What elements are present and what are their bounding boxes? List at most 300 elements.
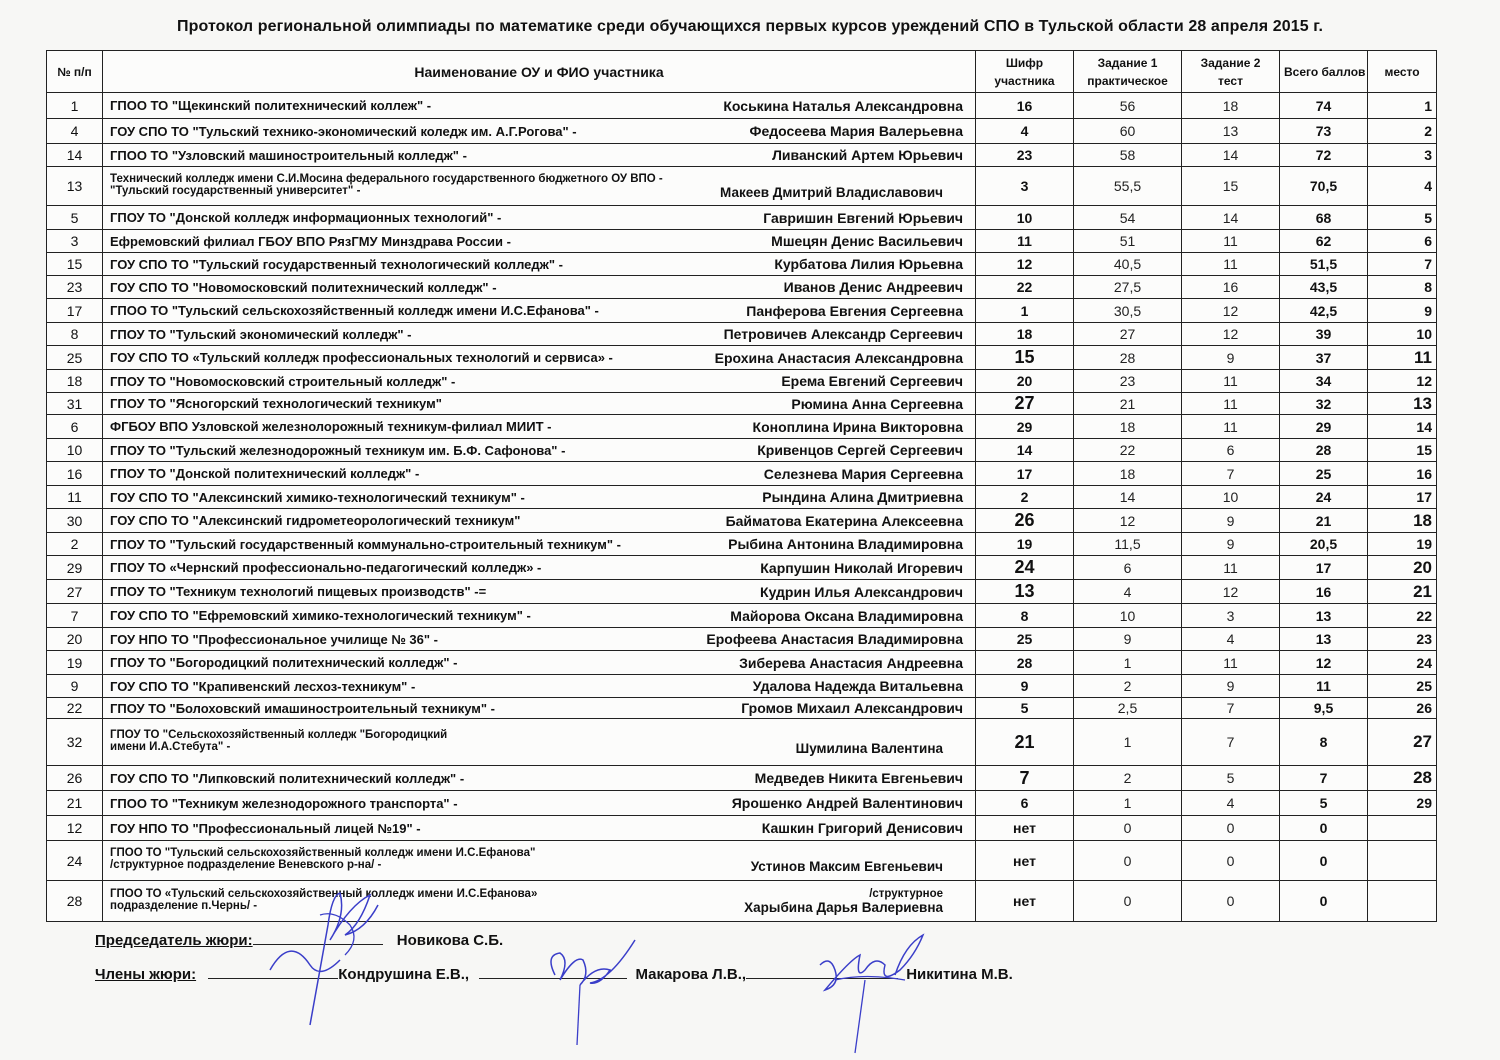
- org-name: ГПОУ ТО "Техникум технологий пищевых производств" -=: [110, 584, 487, 599]
- task2-score: 15: [1182, 167, 1280, 206]
- row-number: 19: [47, 651, 103, 675]
- participant-cipher: 12: [976, 253, 1074, 276]
- task1-score: 12: [1074, 509, 1182, 533]
- table-row: [47, 253, 1437, 276]
- header-total: Всего баллов: [1280, 51, 1368, 93]
- row-number: 25: [47, 346, 103, 370]
- participant-name: Рюмина Анна Сергеевна: [791, 395, 963, 412]
- header-name: Наименование ОУ и ФИО участника: [103, 51, 976, 93]
- task2-score: 14: [1182, 206, 1280, 230]
- task1-score: 27,5: [1074, 276, 1182, 299]
- task2-score: 11: [1182, 393, 1280, 415]
- participant-cipher: 24: [976, 556, 1074, 580]
- row-number: 12: [47, 816, 103, 841]
- task2-score: 11: [1182, 370, 1280, 393]
- participant-cipher: 11: [976, 230, 1074, 253]
- org-person-cell: [103, 486, 976, 509]
- org-person-cell: [103, 580, 976, 604]
- table-row: [47, 719, 1437, 766]
- total-score: 12: [1280, 651, 1368, 675]
- participant-name: Байматова Екатерина Алексеевна: [725, 512, 963, 529]
- task2-score: 0: [1182, 881, 1280, 922]
- task1-score: 18: [1074, 415, 1182, 439]
- org-name: ГПОУ ТО "Ясногорский технологический техникум": [110, 396, 442, 411]
- total-score: 20,5: [1280, 533, 1368, 556]
- row-number: 6: [47, 415, 103, 439]
- task1-score: 23: [1074, 370, 1182, 393]
- task1-score: 2,5: [1074, 698, 1182, 719]
- chair-signature-icon: [250, 885, 390, 1040]
- org-name: ГПОУ ТО "Болоховский имашиностроительный техникум" -: [110, 700, 495, 716]
- place: 24: [1368, 651, 1437, 675]
- participant-cipher: нет: [976, 816, 1074, 841]
- participant-cipher: 28: [976, 651, 1074, 675]
- table-row: [47, 675, 1437, 698]
- participant-cipher: 7: [976, 766, 1074, 791]
- place: 16: [1368, 462, 1437, 486]
- row-number: 1: [47, 93, 103, 119]
- task1-score: 40,5: [1074, 253, 1182, 276]
- task2-score: 11: [1182, 415, 1280, 439]
- table-row: [47, 276, 1437, 299]
- org-name: ГПОО ТО "Щекинский политехнический коллеж" -: [110, 98, 432, 113]
- header-cipher: [976, 51, 1074, 93]
- org-name: ГПОУ ТО "Тульский государственный коммунально-строительный техникум" -: [110, 536, 621, 552]
- total-score: 51,5: [1280, 253, 1368, 276]
- participant-name: Макеев Дмитрий Владиславович: [720, 184, 943, 200]
- task2-score: 3: [1182, 604, 1280, 628]
- org-name: Ефремовский филиал ГБОУ ВПО РязГМУ Минздрава России -: [110, 233, 511, 249]
- org-name: ГПОУ ТО "Донской колледж информационных технологий" -: [110, 210, 502, 225]
- task1-score: 0: [1074, 816, 1182, 841]
- org-person-cell: [103, 144, 976, 167]
- task1-score: 4: [1074, 580, 1182, 604]
- org-name: ГОУ СПО ТО "Ефремовский химико-технологический техникум" -: [110, 608, 531, 623]
- task1-score: 2: [1074, 766, 1182, 791]
- org-name-line2: "Тульский государственный университет" -: [110, 184, 361, 197]
- org-name: ГОУ СПО ТО "Липковский политехнический колледж" -: [110, 770, 465, 786]
- participant-cipher: 14: [976, 439, 1074, 462]
- task1-score: 51: [1074, 230, 1182, 253]
- place: 17: [1368, 486, 1437, 509]
- org-name: ГПОО ТО "Узловский машиностроительный колледж" -: [110, 147, 467, 163]
- table-row: [47, 323, 1437, 346]
- participant-cipher: нет: [976, 841, 1074, 881]
- participant-name: Ерема Евгений Сергеевич: [781, 373, 963, 389]
- participant-cipher: 4: [976, 119, 1074, 144]
- participant-name: Рындина Алина Дмитриевна: [762, 489, 963, 505]
- participant-name: Петровичев Александр Сергеевич: [723, 326, 963, 342]
- place: 15: [1368, 439, 1437, 462]
- row-number: 31: [47, 393, 103, 415]
- total-score: 62: [1280, 230, 1368, 253]
- task2-score: 12: [1182, 580, 1280, 604]
- participant-cipher: 2: [976, 486, 1074, 509]
- org-person-cell: [103, 698, 976, 719]
- org-person-cell: [103, 841, 976, 881]
- org-name: ГОУ СПО ТО "Крапивенский лесхоз-техникум" -: [110, 678, 416, 694]
- participant-name: Иванов Денис Андреевич: [783, 279, 963, 295]
- participant-name: Шумилина Валентина: [795, 740, 943, 756]
- org-person-cell: [103, 462, 976, 486]
- org-person-cell: [103, 719, 976, 766]
- total-score: 8: [1280, 719, 1368, 766]
- place: 12: [1368, 370, 1437, 393]
- task2-score: 11: [1182, 253, 1280, 276]
- total-score: 37: [1280, 346, 1368, 370]
- org-name: ГПОО ТО "Тульский сельскохозяйственный колледж имени И.С.Ефанова" -: [110, 303, 599, 318]
- org-name: ГОУ НПО ТО "Профессиональное училище № 36" -: [110, 631, 438, 647]
- participant-name: Кашкин Григорий Денисович: [761, 820, 963, 836]
- place: 19: [1368, 533, 1437, 556]
- table-row: [47, 698, 1437, 719]
- task2-score: 7: [1182, 698, 1280, 719]
- total-score: 34: [1280, 370, 1368, 393]
- header-task1-line2: практическое: [1087, 73, 1168, 88]
- row-number: 4: [47, 119, 103, 144]
- place: 9: [1368, 299, 1437, 323]
- table-row: [47, 556, 1437, 580]
- participant-cipher: 3: [976, 167, 1074, 206]
- org-person-cell: [103, 370, 976, 393]
- member2-signature-icon: [535, 935, 645, 1050]
- table-row: [47, 509, 1437, 533]
- table-row: [47, 604, 1437, 628]
- task2-score: 12: [1182, 299, 1280, 323]
- member2-name: Макарова Л.В.,: [635, 966, 747, 983]
- participant-cipher: 27: [976, 393, 1074, 415]
- task2-score: 14: [1182, 144, 1280, 167]
- org-person-cell: [103, 791, 976, 816]
- org-person-cell: [103, 604, 976, 628]
- task2-score: 11: [1182, 651, 1280, 675]
- table-row: [47, 230, 1437, 253]
- task2-score: 7: [1182, 719, 1280, 766]
- total-score: 68: [1280, 206, 1368, 230]
- org-person-cell: [103, 881, 976, 922]
- task1-score: 9: [1074, 628, 1182, 651]
- table-row: [47, 439, 1437, 462]
- header-no: № п/п: [47, 51, 103, 93]
- total-score: 13: [1280, 604, 1368, 628]
- header-cipher-line1: Шифр: [1005, 55, 1044, 70]
- participant-cipher: 10: [976, 206, 1074, 230]
- row-number: 26: [47, 766, 103, 791]
- participant-name: Ерохина Анастасия Александровна: [714, 349, 963, 366]
- place: 3: [1368, 144, 1437, 167]
- task1-score: 54: [1074, 206, 1182, 230]
- table-row: [47, 299, 1437, 323]
- participant-name: Карпушин Николай Игоревич: [760, 559, 963, 576]
- task2-score: 6: [1182, 439, 1280, 462]
- place: 8: [1368, 276, 1437, 299]
- member1-name: Кондрушина Е.В.,: [338, 966, 470, 983]
- header-task2-line1: Задание 2: [1200, 55, 1261, 70]
- place: 18: [1368, 509, 1437, 533]
- header-task2: [1182, 51, 1280, 93]
- row-number: 28: [47, 881, 103, 922]
- task1-score: 30,5: [1074, 299, 1182, 323]
- place: 5: [1368, 206, 1437, 230]
- participant-cipher: 23: [976, 144, 1074, 167]
- org-name-line1-right: /структурное: [869, 887, 943, 900]
- table-row: [47, 167, 1437, 206]
- participant-name: Курбатова Лилия Юрьевна: [774, 256, 963, 272]
- place: 23: [1368, 628, 1437, 651]
- org-person-cell: [103, 675, 976, 698]
- org-name: ГОУ СПО ТО «Тульский колледж профессиональных технологий и сервиса» -: [110, 350, 613, 365]
- task2-score: 11: [1182, 230, 1280, 253]
- participant-cipher: 5: [976, 698, 1074, 719]
- org-person-cell: [103, 93, 976, 119]
- total-score: 11: [1280, 675, 1368, 698]
- participant-cipher: 29: [976, 415, 1074, 439]
- task1-score: 28: [1074, 346, 1182, 370]
- total-score: 29: [1280, 415, 1368, 439]
- row-number: 23: [47, 276, 103, 299]
- total-score: 9,5: [1280, 698, 1368, 719]
- row-number: 32: [47, 719, 103, 766]
- task1-score: 11,5: [1074, 533, 1182, 556]
- org-person-cell: [103, 346, 976, 370]
- row-number: 10: [47, 439, 103, 462]
- total-score: 43,5: [1280, 276, 1368, 299]
- total-score: 73: [1280, 119, 1368, 144]
- row-number: 24: [47, 841, 103, 881]
- task1-score: 1: [1074, 719, 1182, 766]
- participant-cipher: 16: [976, 93, 1074, 119]
- place: 13: [1368, 393, 1437, 415]
- org-person-cell: [103, 393, 976, 415]
- task2-score: 11: [1182, 556, 1280, 580]
- org-person-cell: [103, 323, 976, 346]
- org-person-cell: [103, 253, 976, 276]
- table-header-row: [47, 51, 1437, 93]
- participant-name: Коськина Наталья Александровна: [723, 97, 963, 114]
- row-number: 13: [47, 167, 103, 206]
- org-name-line2: /структурное подразделение Веневского р-на/ -: [110, 859, 382, 871]
- task1-score: 27: [1074, 323, 1182, 346]
- place: 11: [1368, 346, 1437, 370]
- total-score: 25: [1280, 462, 1368, 486]
- row-number: 16: [47, 462, 103, 486]
- total-score: 42,5: [1280, 299, 1368, 323]
- table-row: [47, 791, 1437, 816]
- task2-score: 10: [1182, 486, 1280, 509]
- task1-score: 0: [1074, 881, 1182, 922]
- task2-score: 12: [1182, 323, 1280, 346]
- task1-score: 21: [1074, 393, 1182, 415]
- org-name: ГПОО ТО "Техникум железнодорожного транспорта" -: [110, 795, 458, 811]
- header-task2-line2: тест: [1218, 73, 1243, 88]
- table-row: [47, 93, 1437, 119]
- table-row: [47, 651, 1437, 675]
- place: 22: [1368, 604, 1437, 628]
- row-number: 5: [47, 206, 103, 230]
- org-name-line1: Технический колледж имени С.И.Мосина федерального государственного бюджетного ОУ ВПО -: [110, 172, 663, 185]
- document-title: Протокол региональной олимпиады по математике среди обучающихся первых курсов уреждений СПО в Тульской области 28 апреля 2015 г.: [177, 18, 1323, 35]
- task1-score: 0: [1074, 841, 1182, 881]
- chair-label: Председатель жюри:: [95, 932, 253, 949]
- row-number: 21: [47, 791, 103, 816]
- task1-score: 1: [1074, 791, 1182, 816]
- row-number: 2: [47, 533, 103, 556]
- org-name-line1: ГПОО ТО «Тульский сельскохозяйственный колледж имени И.С.Ефанова»: [110, 887, 538, 900]
- org-person-cell: [103, 628, 976, 651]
- participant-cipher: нет: [976, 881, 1074, 922]
- place: 4: [1368, 167, 1437, 206]
- place: 20: [1368, 556, 1437, 580]
- total-score: 17: [1280, 556, 1368, 580]
- place: 7: [1368, 253, 1437, 276]
- participant-cipher: 15: [976, 346, 1074, 370]
- participant-name: Кривенцов Сергей Сергеевич: [757, 442, 963, 458]
- org-name-line2: подразделение п.Чернь/ -: [110, 899, 258, 912]
- participant-name: Рыбина Антонина Владимировна: [728, 536, 963, 552]
- table-row: [47, 462, 1437, 486]
- task1-score: 1: [1074, 651, 1182, 675]
- chair-name: Новикова С.Б.: [396, 932, 504, 949]
- participant-cipher: 19: [976, 533, 1074, 556]
- table-body: [47, 93, 1437, 922]
- row-number: 27: [47, 580, 103, 604]
- results-table: [46, 50, 1437, 922]
- total-score: 0: [1280, 816, 1368, 841]
- total-score: 72: [1280, 144, 1368, 167]
- total-score: 0: [1280, 841, 1368, 881]
- total-score: 70,5: [1280, 167, 1368, 206]
- participant-cipher: 1: [976, 299, 1074, 323]
- table-row: [47, 346, 1437, 370]
- task2-score: 13: [1182, 119, 1280, 144]
- task2-score: 18: [1182, 93, 1280, 119]
- row-number: 14: [47, 144, 103, 167]
- task2-score: 4: [1182, 791, 1280, 816]
- place: 1: [1368, 93, 1437, 119]
- row-number: 8: [47, 323, 103, 346]
- place: [1368, 816, 1437, 841]
- place: 25: [1368, 675, 1437, 698]
- header-cipher-line2: участника: [994, 73, 1055, 88]
- task2-score: 0: [1182, 841, 1280, 881]
- row-number: 17: [47, 299, 103, 323]
- org-person-cell: [103, 509, 976, 533]
- place: 27: [1368, 719, 1437, 766]
- header-task1-line1: Задание 1: [1097, 55, 1158, 70]
- table-row: [47, 580, 1437, 604]
- row-number: 3: [47, 230, 103, 253]
- participant-cipher: 17: [976, 462, 1074, 486]
- org-person-cell: [103, 533, 976, 556]
- participant-name: Устинов Максим Евгеньевич: [750, 859, 943, 874]
- header-task1: [1074, 51, 1182, 93]
- table-row: [47, 816, 1437, 841]
- row-number: 29: [47, 556, 103, 580]
- participant-cipher: 20: [976, 370, 1074, 393]
- total-score: 28: [1280, 439, 1368, 462]
- org-person-cell: [103, 119, 976, 144]
- org-name: ГОУ СПО ТО "Алексинский гидрометеорологический техникум": [110, 513, 521, 528]
- org-person-cell: [103, 299, 976, 323]
- org-person-cell: [103, 167, 976, 206]
- participant-name: Панферова Евгения Сергеевна: [746, 302, 963, 319]
- org-person-cell: [103, 206, 976, 230]
- org-name: ГОУ СПО ТО "Алексинский химико-технологический техникум" -: [110, 489, 525, 505]
- table-row: [47, 841, 1437, 881]
- participant-name: Мшецян Денис Васильевич: [771, 233, 963, 249]
- task2-score: 7: [1182, 462, 1280, 486]
- task1-score: 10: [1074, 604, 1182, 628]
- table-row: [47, 628, 1437, 651]
- participant-name: Ливанский Артем Юрьевич: [772, 147, 963, 163]
- org-name: ГПОУ ТО "Тульский экономический колледж" -: [110, 326, 412, 342]
- org-person-cell: [103, 556, 976, 580]
- row-number: 15: [47, 253, 103, 276]
- org-name: ГПОУ ТО "Новомосковский строительный колледж" -: [110, 373, 456, 389]
- task1-score: 2: [1074, 675, 1182, 698]
- participant-cipher: 21: [976, 719, 1074, 766]
- total-score: 21: [1280, 509, 1368, 533]
- place: 6: [1368, 230, 1437, 253]
- participant-name: Громов Михаил Александрович: [741, 700, 963, 716]
- participant-name: Майорова Оксана Владимировна: [730, 607, 963, 624]
- org-person-cell: [103, 651, 976, 675]
- table-row: [47, 206, 1437, 230]
- participant-cipher: 13: [976, 580, 1074, 604]
- table-row: [47, 393, 1437, 415]
- place: 21: [1368, 580, 1437, 604]
- row-number: 30: [47, 509, 103, 533]
- task1-score: 56: [1074, 93, 1182, 119]
- org-name: ГПОУ ТО "Донской политехнический колледж" -: [110, 466, 420, 481]
- participant-name: Ерофеева Анастасия Владимировна: [706, 631, 963, 647]
- participant-name: Удалова Надежда Витальевна: [752, 678, 963, 694]
- participant-name: Селезнева Мария Сергеевна: [763, 465, 963, 482]
- table-row: [47, 370, 1437, 393]
- task2-score: 9: [1182, 533, 1280, 556]
- org-name: ГПОУ ТО "Тульский железнодорожный техникум им. Б.Ф. Сафонова" -: [110, 442, 566, 458]
- task1-score: 22: [1074, 439, 1182, 462]
- task1-score: 6: [1074, 556, 1182, 580]
- participant-name: Кудрин Илья Александрович: [760, 583, 963, 600]
- participant-name: Федосеева Мария Валерьевна: [749, 123, 963, 139]
- org-person-cell: [103, 439, 976, 462]
- table-row: [47, 119, 1437, 144]
- org-person-cell: [103, 415, 976, 439]
- task2-score: 0: [1182, 816, 1280, 841]
- table-row: [47, 415, 1437, 439]
- participant-cipher: 8: [976, 604, 1074, 628]
- participant-cipher: 9: [976, 675, 1074, 698]
- org-name: ГПОУ ТО "Богородицкий политехнический колледж" -: [110, 655, 458, 670]
- place: 14: [1368, 415, 1437, 439]
- org-name-line2: имени И.А.Стебута" -: [110, 740, 231, 753]
- task1-score: 18: [1074, 462, 1182, 486]
- member3-name: Никитина М.В.: [906, 966, 1013, 983]
- total-score: 5: [1280, 791, 1368, 816]
- task1-score: 58: [1074, 144, 1182, 167]
- place: 28: [1368, 766, 1437, 791]
- participant-cipher: 18: [976, 323, 1074, 346]
- org-name-line1: ГПОО ТО "Тульский сельскохозяйственный колледж имени И.С.Ефанова": [110, 847, 536, 859]
- participant-cipher: 22: [976, 276, 1074, 299]
- header-place: место: [1368, 51, 1437, 93]
- place: 29: [1368, 791, 1437, 816]
- place: [1368, 841, 1437, 881]
- row-number: 20: [47, 628, 103, 651]
- org-person-cell: [103, 276, 976, 299]
- org-name: ГОУ СПО ТО "Тульский государственный технологический колледж" -: [110, 256, 563, 272]
